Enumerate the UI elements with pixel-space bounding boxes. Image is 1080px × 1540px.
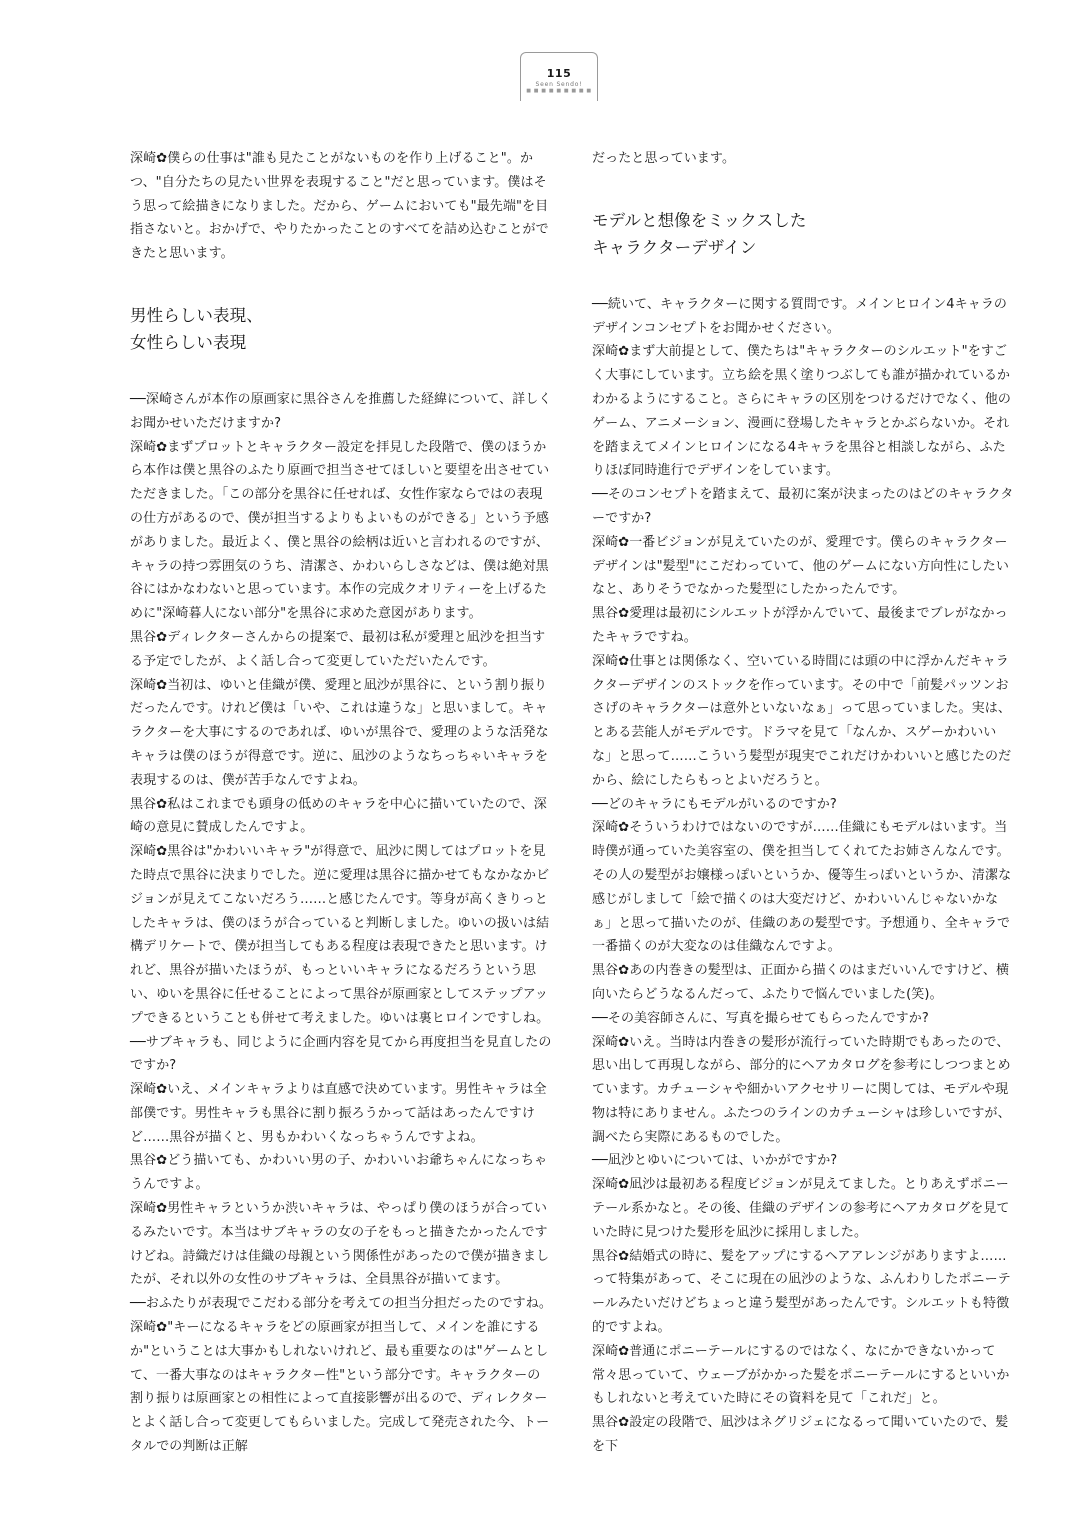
page-header — [520, 52, 598, 101]
paragraph: 深崎✿僕らの仕事は"誰も見たことがないものを作り上げること"。かつ、"自分たちの見たい世界を表現すること"だと思っています。僕はそう思って絵描きになりました。だから、ゲームにおいても"最先端"を目指さないと。おかげで、やりたかったことのすべてを詰め込むことができたと思います。 — [130, 151, 549, 262]
paragraph: だったと思っています。 — [592, 151, 736, 166]
section-heading-line1: 男性らしい表現、 — [130, 305, 263, 325]
paragraph: 深崎✿男性キャラというか渋いキャラは、やっぱり僕のほうが合っているみたいです。本当はサブキャラの女の子をもっと描きたかったんですけどね。詩織だけは佳織の母親という関係性があったので僕が描きましたが、それ以外の女性のサブキャラは、全員黒谷が描いてます。 — [130, 1201, 550, 1288]
paragraph: 深崎✿まず大前提として、僕たちは"キャラクターのシルエット"をすごく大事にしています。立ち絵を黒く塗りつぶしても誰が描かれているかわかるようにすること。さらにキャラの区別をつけるだけでなく、他のゲーム、アニメーション、漫画に登場したキャラとかぶらないか。それを踏まえてメインヒロインになる4キャラを黒谷と相談しながら、ふたりほぼ同時進行でデザインをしています。 — [592, 344, 1011, 479]
paragraph: 黒谷✿私はこれまでも頭身の低めのキャラを中心に描いていたので、深崎の意見に賛成したんですよ。 — [130, 796, 547, 836]
interviewer-question: ──サブキャラも、同じように企画内容を見てから再度担当を見直したのですか? — [130, 1034, 552, 1074]
paragraph: 深崎✿普通にポニーテールにするのではなく、なにかできないかって常々思っていて、ウェーブがかかった髪をポニーテールにするといいかもしれないと考えていた時にその資料を見て「これだ」と。 — [592, 1343, 1010, 1407]
interviewer-question: ──おふたりが表現でこだわる部分を考えての担当分担だったのですね。 — [130, 1296, 552, 1312]
paragraph: 黒谷✿設定の段階で、凪沙はネグリジェになるって聞いていたので、髪を下 — [592, 1415, 1009, 1455]
paragraph: 深崎✿いえ。当時は内巻きの髪形が流行っていた時期でもあったので、思い出して再現しながら、部分的にヘアカタログを参考にしつつまとめています。カチューシャや細かいアクセサリーに関しては、モデルや現物は特にありません。ふたつのラインのカチューシャは珍しいですが、調べたら実際にあるものでした。 — [592, 1034, 1011, 1145]
paragraph: 深崎✿いえ、メインキャラよりは直感で決めています。男性キャラは全部僕です。男性キャラも黒谷に割り振ろうかって話はあったんですけど……黒谷が描くと、男もかわいくなっちゃうんですよね。 — [130, 1082, 547, 1145]
paragraph: 黒谷✿あの内巻きの髪型は、正面から描くのはまだいいんですけど、横向いたらどうなるんだって、ふたりで悩んでいました(笑)。 — [592, 963, 1010, 1002]
paragraph: 黒谷✿愛理は最初にシルエットが浮かんでいて、最後までブレがなかったキャラですね。 — [592, 606, 1008, 645]
section-heading-line2: 女性らしい表現 — [130, 332, 247, 352]
interviewer-question: ──どのキャラにもモデルがいるのですか? — [592, 796, 837, 812]
interviewer-question: ──続いて、キャラクターに関する質問です。メインヒロイン4キャラのデザインコンセプトをお聞かせください。 — [592, 296, 1008, 336]
page-header-subtitle: Seen Sendo! — [535, 81, 583, 88]
interviewer-question: ──深崎さんが本作の原画家に黒谷さんを推薦した経緯について、詳しくお聞かせいただけますか? — [130, 391, 552, 431]
paragraph: 深崎✿当初は、ゆいと佳織が僕、愛理と凪沙が黒谷に、という割り振りだったんです。けれど僕は「いや、これは違うな」と思いまして。キャラクターを大事にするのであれば、ゆいが黒谷で、愛理のような活発なキャラは僕のほうが得意です。逆に、凪沙のようなちっちゃいキャラを表現するのは、僕が苦手なんですよね。 — [130, 677, 549, 788]
paragraph: 深崎✿仕事とは関係なく、空いている時間には頭の中に浮かんだキャラクターデザインのストックを作っています。その中で「前髪パッツンおさげのキャラクターは意外といないなぁ」って思っていました。実は、とある芸能人がモデルです。ドラマを見て「なんか、スゲーかわいいな」と思って……こういう髪型が現実でこれだけかわいいと感じたのだから、絵にしたらもっとよいだろうと。 — [592, 653, 1012, 788]
interviewer-question: ──その美容師さんに、写真を撮らせてもらったんですか? — [592, 1010, 929, 1026]
page-header-ornament: ■ ■ ■ ■ ■ ■ ■ ■ ■ — [526, 88, 592, 94]
paragraph: 黒谷✿ディレクターさんからの提案で、最初は私が愛理と凪沙を担当する予定でしたが、よく話し合って変更していただいたんです。 — [130, 629, 546, 669]
paragraph: 深崎✿そういうわけではないのですが……佳織にもモデルはいます。当時僕が通っていた美容室の、僕を担当してくれてたお姉さんなんです。その人の髪型がお嬢様っぽいというか、優等生っぽいというか、清潔な感じがしまして「絵で描くのは大変だけど、かわいいんじゃないかなぁ」と思って描いたのが、佳織のあの髪型です。予想通り、全キャラで一番描くのが大変なのは佳織なんですよ。 — [592, 820, 1012, 955]
page-number: 115 — [546, 67, 572, 80]
paragraph: 黒谷✿どう描いても、かわいい男の子、かわいいお爺ちゃんになっちゃうんですよ。 — [130, 1153, 548, 1193]
paragraph: 深崎✿凪沙は最初ある程度ビジョンが見えてました。とりあえずポニーテール系かなと。その後、佳織のデザインの参考にヘアカタログを見ていた時に見つけた髪形を凪沙に採用しました。 — [592, 1177, 1010, 1240]
paragraph: 深崎✿"キーになるキャラをどの原画家が担当して、メインを誰にするか"ということは大事かもしれないけれど、最も重要なのは"ゲームとして、一番大事なのはキャラクター性"という部分です。キャラクターの割り振りは原画家との相性によって直接影響が出るので、ディレクターとよく話し合って変更してもらいました。完成して発売された今、トータルでの判断は正解 — [130, 1320, 550, 1455]
left-column — [130, 147, 552, 1459]
paragraph: 黒谷✿結婚式の時に、髪をアップにするヘアアレンジがありますよ……って特集があって、そこに現在の凪沙のような、ふんわりしたポニーテールみたいだけどちょっと違う髪型があったんです。シルエットも特徴的ですよね。 — [592, 1248, 1011, 1336]
interviewer-question: ──そのコンセプトを踏まえて、最初に案が決まったのはどのキャラクターですか? — [592, 487, 1014, 526]
paragraph: 深崎✿黒谷は"かわいいキャラ"が得意で、凪沙に関してはプロットを見た時点で黒谷に決まりでした。逆に愛理は黒谷に描かせてもなかなかビジョンが見えてこないだろう……と感じたんです。等身が高くきりっとしたキャラは、僕のほうが合っていると判断しました。ゆいの扱いは結構デリケートで、僕が担当してもある程度は表現できたと思います。けれど、黒谷が描いたほうが、もっといいキャラになるだろうという思い、ゆいを黒谷に任せることによって黒谷が原画家としてステップアップできるということも併せて考えました。ゆいは裏ヒロインですしね。 — [130, 844, 550, 1026]
section-heading-line1: モデルと想像をミックスした — [592, 210, 807, 230]
right-column — [592, 147, 1014, 1459]
interviewer-question: ──凪沙とゆいについては、いかがですか? — [592, 1153, 838, 1169]
paragraph: 深崎✿一番ビジョンが見えていたのが、愛理です。僕らのキャラクターデザインは"髪型"にこだわっていて、他のゲームにない方向性にしたいなと、ありそうでなかった髪型にしたかったんです。 — [592, 534, 1009, 598]
section-heading-line2: キャラクターデザイン — [592, 237, 757, 257]
paragraph: 深崎✿まずプロットとキャラクター設定を拝見した段階で、僕のほうから本作は僕と黒谷のふたり原画で担当させてほしいと要望を出させていただきました。「この部分を黒谷に任せれば、女性作家ならではの表現の仕方があるので、僕が担当するよりもよいものができる」という予感がありました。最近よく、僕と黒谷の絵柄は近いと言われるのですが、キャラの持つ雰囲気のうち、清潔さ、かわいらしさなどは、僕は絶対黒谷にはかなわないと思っています。本作の完成クオリティーを上げるために"深崎暮人にない部分"を黒谷に求めた意図があります。 — [130, 439, 550, 622]
